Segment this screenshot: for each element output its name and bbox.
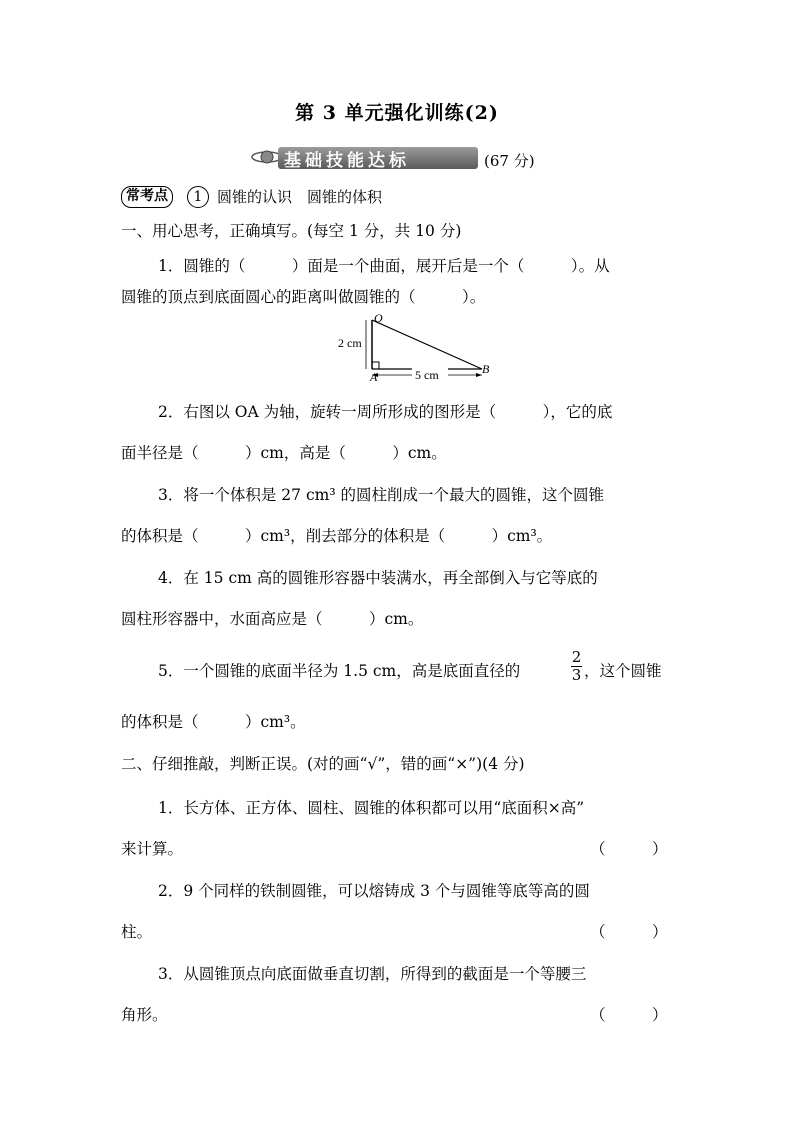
s2-q1-line2: 来计算。: [121, 840, 184, 858]
s1-q5-line1-tail: ，这个圆锥: [584, 662, 662, 680]
section-banner: [250, 144, 480, 170]
s1-q5-line2: 的体积是（ ）cm³。: [121, 713, 306, 731]
s2-q3-line1: 3．从圆锥顶点向底面做垂直切割，所得到的截面是一个等腰三: [158, 965, 587, 983]
label-o: O: [374, 312, 383, 325]
s2-q3-line2: 角形。: [121, 1006, 168, 1024]
section2-heading: 二、仔细推敲，判断正误。(对的画“√”，错的画“×”)(4 分): [121, 755, 525, 773]
fraction: [571, 649, 582, 684]
s1-q1-line1: 1．圆锥的（ ）面是一个曲面，展开后是一个（ ）。从: [158, 257, 610, 275]
s1-q2-line1: 2．右图以 OA 为轴，旋转一周所形成的图形是（ ），它的底: [158, 403, 613, 421]
banner-label: 基础技能达标: [284, 151, 410, 171]
label-a: A: [370, 370, 378, 382]
label-b: B: [482, 362, 490, 376]
s2-q1-line1: 1．长方体、正方体、圆柱、圆锥的体积都可以用“底面积×高”: [158, 799, 585, 817]
keypoint-number: 1: [187, 186, 209, 208]
s1-q4-line2: 圆柱形容器中，水面高应是（ ）cm。: [121, 610, 424, 628]
s1-q3-line2: 的体积是（ ）cm³，削去部分的体积是（ ）cm³。: [121, 527, 553, 545]
keypoint-text: 圆锥的认识 圆锥的体积: [217, 188, 383, 206]
section-score: (67 分): [484, 152, 535, 170]
s1-q5-line1: 5．一个圆锥的底面半径为 1.5 cm，高是底面直径的: [158, 662, 521, 680]
s1-q3-line1: 3．将一个体积是 27 cm³ 的圆柱削成一个最大的圆锥，这个圆锥: [158, 486, 604, 504]
s2-q2-answer: （ ）: [590, 923, 668, 941]
s2-q2-line1: 2．9 个同样的铁制圆锥，可以熔铸成 3 个与圆锥等底等高的圆: [158, 882, 590, 900]
label-height: 2 cm: [338, 336, 362, 350]
s2-q3-answer: （ ）: [590, 1006, 668, 1024]
fraction-denominator: 3: [571, 666, 582, 684]
s1-q1-line2: 圆锥的顶点到底面圆心的距离叫做圆锥的（ ）。: [121, 288, 486, 306]
page-title: 第 3 单元强化训练(2): [295, 102, 499, 124]
s2-q2-line2: 柱。: [121, 923, 153, 941]
s1-q4-line1: 4．在 15 cm 高的圆锥形容器中装满水，再全部倒入与它等底的: [158, 569, 598, 587]
s2-q1-answer: （ ）: [590, 840, 668, 858]
label-base: 5 cm: [415, 368, 439, 382]
keypoint-tag: 常考点: [121, 186, 173, 208]
s1-q2-line2: 面半径是（ ）cm，高是（ ）cm。: [121, 444, 447, 462]
triangle-diagram: [330, 312, 500, 382]
fraction-numerator: 2: [571, 648, 582, 666]
section1-heading: 一、用心思考，正确填写。(每空 1 分，共 10 分): [121, 222, 462, 240]
